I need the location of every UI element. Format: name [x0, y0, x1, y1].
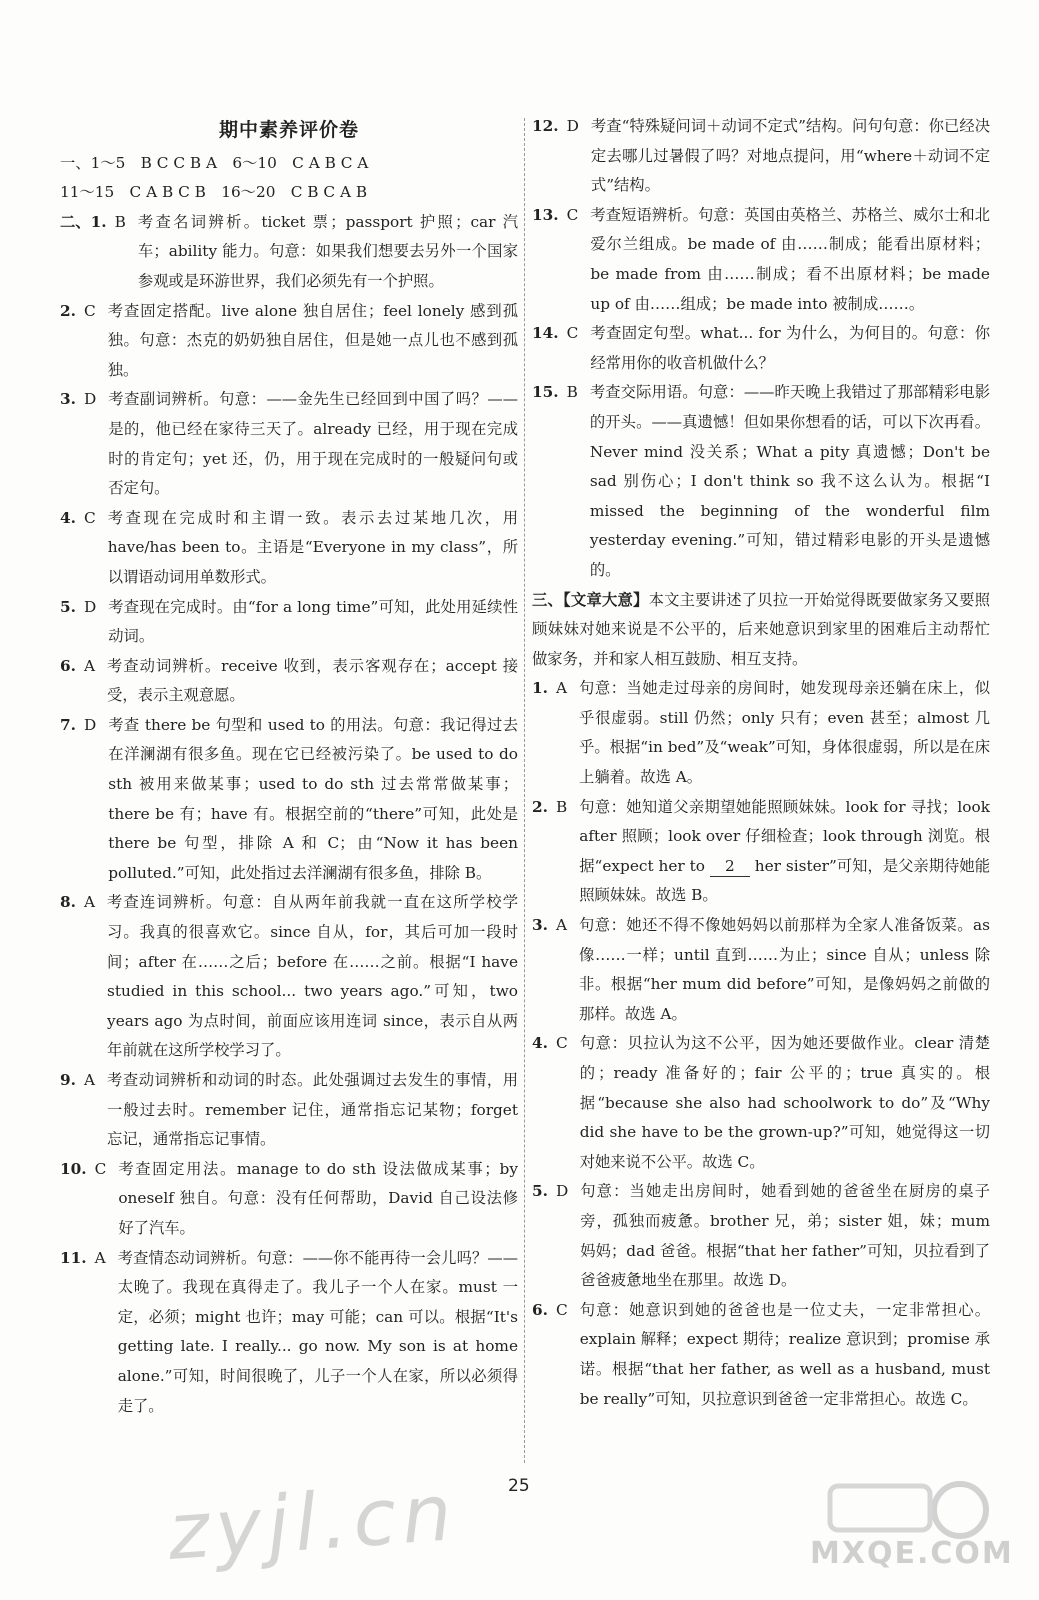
answer-item: [532, 319, 990, 378]
item-answer: D: [83, 715, 97, 734]
item-number: 8.: [60, 893, 76, 912]
answer-item: [532, 793, 990, 911]
answer-item: [60, 1066, 518, 1155]
item-answer: D: [83, 597, 97, 616]
item-number: 4.: [60, 508, 76, 527]
item-explanation: 考查情态动词辨析。句意：——你不能再待一会儿吗？——太晚了。我现在真得走了。我儿子一个人在家。must 一定，必须；might 也许；may 可能；can 可以。根据“It's getting late. I really... go now. My son is at home alone.”可知，时间很晚了，儿子一个人在家，所以必须得走了。: [117, 1248, 518, 1415]
answer-item: [60, 504, 518, 593]
item-explanation: 考查动词辨析和动词的时态。此处强调过去发生的事情，用一般过去时。remember 记住，通常指忘记某物；forget 忘记，通常指忘记事情。: [107, 1071, 518, 1149]
item-answer: A: [83, 1071, 96, 1089]
item-number: 15.: [532, 383, 559, 402]
watermark-logo-icon: [810, 1478, 1010, 1588]
item-answer: C: [94, 1159, 107, 1178]
item-number: 12.: [532, 117, 559, 135]
item-number: 14.: [532, 324, 559, 343]
item-explanation: 考查短语辨析。句意：英国由英格兰、苏格兰、威尔士和北爱尔兰组成。be made of 由……制成；能看出原材料；be made from 由……制成；看不出原材料；be made up of 由……组成；be made into 被制成……。: [590, 205, 990, 313]
item-explanation: [579, 793, 990, 911]
item-answer: A: [83, 893, 96, 912]
item-explanation: 句意：她还不得不像她妈妈以前那样为全家人准备饭菜。as 像……一样；until 直到……为止；since 自从；unless 除非。根据“her mum did before”可知，是像妈妈之前做的那样。故选 A。: [579, 916, 990, 1023]
item-answer: A: [555, 679, 568, 698]
item-explanation: 句意：当她走出房间时，她看到她的爸爸坐在厨房的桌子旁，孤独而疲惫。brother 兄，弟；sister 姐，妹；mum 妈妈；dad 爸爸。根据“that her father”可知，贝拉看到了爸爸疲惫地坐在那里。故选 D。: [580, 1182, 990, 1290]
answer-item: [60, 593, 518, 652]
item-number: 6.: [532, 1300, 548, 1319]
watermark-mxqe: [810, 1478, 1014, 1588]
answer-item: [60, 297, 518, 386]
part3-summary-text: 本文主要讲述了贝拉一开始觉得既要做家务又要照顾妹妹对她来说是不公平的，后来她意识到家里的困难后主动帮忙做家务，并和家人相互鼓励、相互支持。: [532, 590, 990, 668]
answer-item: [532, 1029, 990, 1177]
right-column: [532, 112, 990, 1414]
answer-item: [60, 208, 518, 297]
item-explanation: 句意：当她走过母亲的房间时，她发现母亲还躺在床上，似乎很虚弱。still 仍然；only 只有；even 甚至；almost 几乎。根据“in bed”及“weak”可知，身体很虚弱，所以是在床上躺着。故选 A。: [579, 679, 990, 787]
left-column: [60, 112, 518, 1421]
item-answer: C: [555, 1300, 568, 1319]
page-title: 期中素养评价卷: [218, 119, 359, 141]
answer-item: [532, 378, 990, 585]
answer-item: [60, 385, 518, 503]
explanation-part-2: her sister”可知，是父亲期待她能照顾妹妹。故选 B。: [579, 856, 990, 905]
item-number: 5.: [60, 597, 76, 616]
watermark-zyjl: zyjl.cn: [165, 1468, 461, 1578]
item-explanation: 考查副词辨析。句意：——金先生已经回到中国了吗？——是的，他已经在家待三天了。already 已经，用于现在完成时的肯定句；yet 还，仍，用于现在完成时的一般疑问句或否定句。: [108, 390, 518, 498]
item-number: 7.: [60, 715, 76, 734]
item-answer: B: [566, 383, 578, 402]
item-number: 4.: [532, 1034, 548, 1053]
answer-item: [60, 888, 518, 1066]
item-explanation: 考查现在完成时和主谓一致。表示去过某地几次，用 have/has been to。主语是“Everyone in my class”，所以谓语动词用单数形式。: [107, 508, 518, 586]
item-number: 3.: [532, 916, 548, 935]
item-answer: D: [83, 390, 97, 409]
item-number: 2.: [60, 301, 76, 320]
item-answer: C: [555, 1034, 568, 1053]
answer-item: [60, 652, 518, 711]
item-answer: A: [94, 1248, 106, 1267]
item-explanation: 句意：她意识到她的爸爸也是一位丈夫，一定非常担心。explain 解释；expect 期待；realize 意识到；promise 承诺。根据“that her father, as well as a husband, must be really”可知，贝拉意识到爸爸一定非常担心。故选 C。: [579, 1300, 990, 1408]
answer-item: [532, 201, 990, 319]
item-explanation: 考查固定用法。manage to do sth 设法做成某事；by oneself 独自。句意：没有任何帮助，David 自己设法修好了汽车。: [118, 1159, 518, 1237]
blank-number: 2: [710, 856, 750, 877]
item-number: 3.: [60, 390, 76, 409]
item-answer: A: [83, 656, 96, 675]
item-answer: C: [83, 301, 96, 320]
answer-item: [532, 1296, 990, 1414]
item-number: 6.: [60, 656, 76, 675]
answer-item: [60, 1244, 518, 1422]
part1-answers-line1: 一、1～5 B C C B A 6～10 C A B C A: [60, 153, 369, 172]
item-number: 2.: [532, 797, 548, 816]
answer-item: [532, 1177, 990, 1295]
part3-summary: [532, 586, 990, 675]
answer-item: [532, 112, 990, 201]
item-explanation: 考查 there be 句型和 used to 的用法。句意：我记得过去在洋澜湖有很多鱼。现在它已经被污染了。be used to do sth 被用来做某事；used to do sth 过去常常做某事；there be 有；have 有。根据空前的“there”可知，此处是 there be 句型，排除 A 和 C；由“Now it has been polluted.”可知，此处指过去洋澜湖有很多鱼，排除 B。: [108, 715, 518, 882]
item-explanation: 考查动词辨析。receive 收到，表示客观存在；accept 接受，表示主观意愿。: [107, 656, 518, 705]
item-number: 5.: [532, 1182, 548, 1201]
item-answer: D: [566, 117, 579, 135]
item-answer: B: [555, 797, 568, 816]
item-number: 11.: [60, 1248, 87, 1267]
item-answer: D: [555, 1182, 569, 1201]
item-number: 9.: [60, 1071, 76, 1089]
answer-item: [532, 911, 990, 1029]
part1-answers-line2: 11～15 C A B C B 16～20 C B C A B: [60, 183, 368, 202]
item-explanation: 考查固定搭配。live alone 独自居住；feel lonely 感到孤独。句意：杰克的奶奶独自居住，但是她一点儿也不感到孤独。: [107, 301, 518, 379]
column-divider: [524, 118, 525, 1463]
item-explanation: 句意：贝拉认为这不公平，因为她还要做作业。clear 清楚的；ready 准备好的；fair 公平的；true 真实的。根据“because she also had schoolwork to do”及“Why did she have to be the grown-up?”可知，她觉得这一切对她来说不公平。故选 C。: [579, 1034, 990, 1171]
item-explanation: 考查“特殊疑问词＋动词不定式”结构。问句句意：你已经决定去哪儿过暑假了吗？对地点提问，用“where＋动词不定式”结构。: [590, 117, 990, 195]
page-number: 25: [508, 1476, 530, 1496]
item-answer: C: [83, 508, 96, 527]
item-explanation: 考查固定句型。what... for 为什么，为何目的。句意：你经常用你的收音机做什么？: [590, 324, 990, 372]
item-number: 13.: [532, 205, 559, 224]
item-explanation: 考查连词辨析。句意：自从两年前我就一直在这所学校学习。我真的很喜欢它。since 自从，for，其后可加一段时间；after 在……之后；before 在……之前。根据“I have studied in this school... two years ago.”可知，two years ago 为点时间，前面应该用连词 since，表示自从两年前就在这所学校学习了。: [107, 893, 518, 1060]
item-explanation: 考查名词辨析。ticket 票；passport 护照；car 汽车；ability 能力。句意：如果我们想要去另外一个国家参观或是环游世界，我们必须先有一个护照。: [137, 212, 518, 290]
answer-item: [60, 1155, 518, 1244]
item-number: 1.: [532, 679, 548, 698]
item-number: 10.: [60, 1159, 87, 1178]
answer-item: [60, 711, 518, 889]
explanation-part-1: 句意：她知道父亲期望她能照顾妹妹。look for 寻找；look after 照顾；look over 仔细检查；look through 浏览。根据“expect her to: [579, 797, 990, 875]
item-answer: A: [555, 916, 568, 935]
item-answer: C: [566, 324, 579, 343]
item-explanation: 考查现在完成时。由“for a long time”可知，此处用延续性动词。: [108, 597, 518, 646]
item-answer: B: [114, 212, 126, 231]
item-answer: C: [566, 205, 579, 224]
item-number: 二、1.: [60, 212, 107, 231]
watermark-text: MXQE.COM: [810, 1536, 1014, 1571]
item-explanation: 考查交际用语。句意：——昨天晚上我错过了那部精彩电影的开头。——真遗憾！但如果你想看的话，可以下次再看。Never mind 没关系；What a pity 真遗憾；Don't be sad 别伤心；I don't think so 我不这么认为。根据“I missed the beginning of the wonderful film yesterday evening.”可知，错过精彩电影的开头是遗憾的。: [589, 383, 990, 579]
part3-label: 三、【文章大意】: [532, 590, 649, 609]
answer-item: [532, 674, 990, 792]
